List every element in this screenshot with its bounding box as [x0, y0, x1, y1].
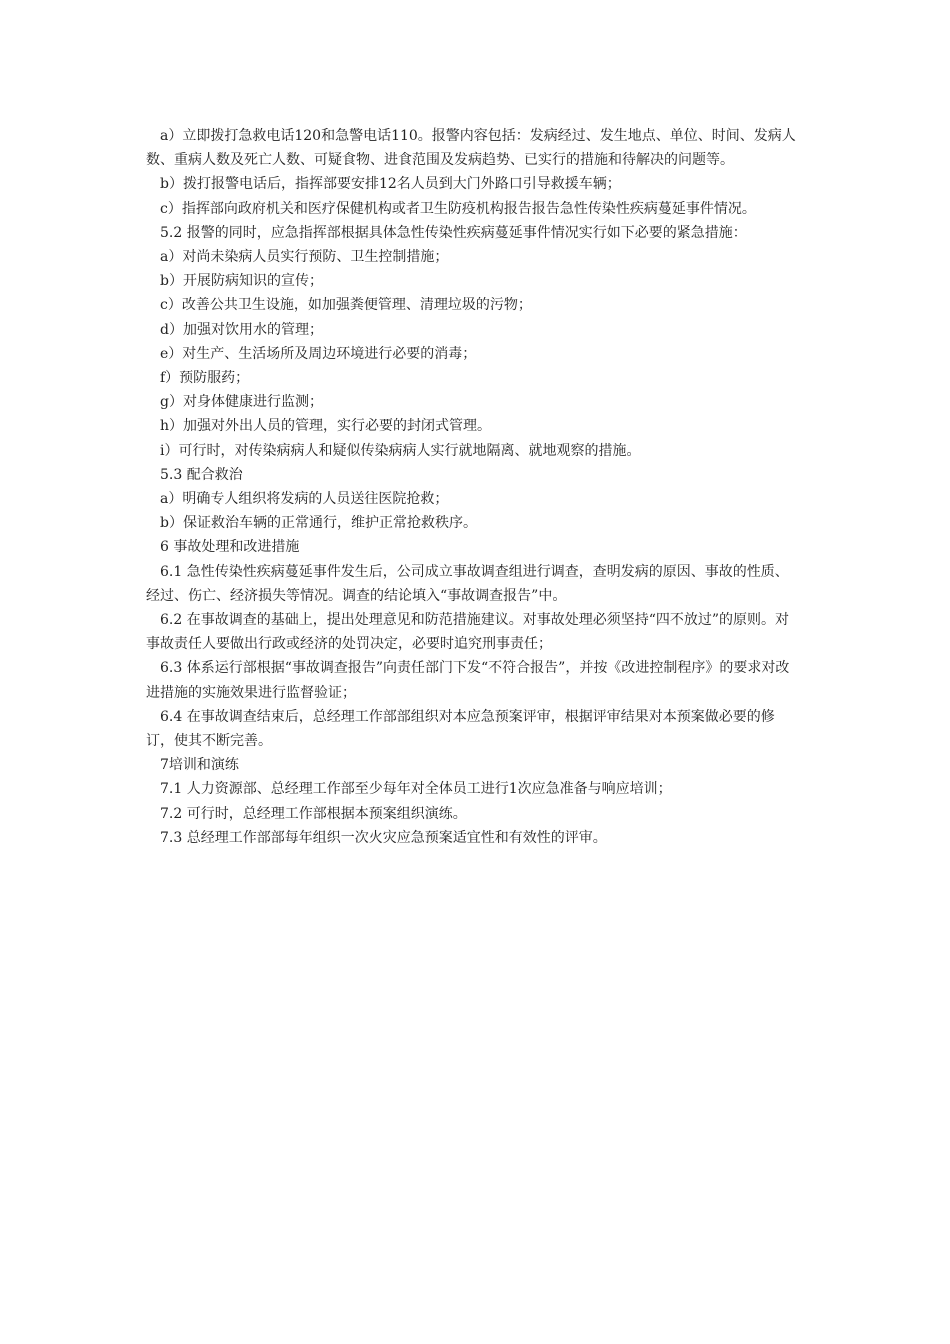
paragraph-5-3-b: b）保证救治车辆的正常通行，维护正常抢救秩序。 — [160, 515, 477, 532]
paragraph-5-1-a: a）立即拨打急救电话120和急警电话110。报警内容包括：发病经过、发生地点、单位、时间、发病人数、重病人数及死亡人数、可疑食物、进食范围及发病趋势、已实行的措施和待解决的问题等。 — [146, 128, 796, 169]
section-heading-6: 6 事故处理和改进措施 — [160, 539, 300, 556]
paragraph-5-1-c: c）指挥部向政府机关和医疗保健机构或者卫生防疫机构报告报告急性传染性疾病蔓延事件情况。 — [160, 200, 756, 217]
paragraph-5-2: 5.2 报警的同时，应急指挥部根据具体急性传染性疾病蔓延事件情况实行如下必要的紧急措施： — [160, 224, 747, 241]
section-heading-5-3: 5.3 配合救治 — [160, 466, 243, 483]
paragraph-6-1: 6.1 急性传染性疾病蔓延事件发生后，公司成立事故调查组进行调查，查明发病的原因、事故的性质、经过、伤亡、经济损失等情况。调查的结论填入“事故调查报告”中。 — [146, 563, 789, 604]
section-heading-7: 7培训和演练 — [160, 757, 239, 774]
paragraph-7-3: 7.3 总经理工作部部每年组织一次火灾应急预案适宜性和有效性的评审。 — [160, 829, 607, 846]
paragraph-6-3: 6.3 体系运行部根据“事故调查报告”向责任部门下发“不符合报告”，并按《改进控制程序》的要求对改进措施的实施效果进行监督验证； — [146, 660, 790, 701]
paragraph-6-4: 6.4 在事故调查结束后，总经理工作部部组织对本应急预案评审，根据评审结果对本预案做必要的修订，使其不断完善。 — [146, 708, 775, 750]
paragraph-6-2: 6.2 在事故调查的基础上，提出处理意见和防范措施建议。对事故处理必须坚持“四不放过”的原则。对事故责任人要做出行政或经济的处罚决定，必要时追究刑事责任； — [146, 612, 790, 653]
paragraph-5-2-a: a）对尚未染病人员实行预防、卫生控制措施； — [160, 249, 449, 266]
paragraph-5-2-i: i）可行时，对传染病病人和疑似传染病病人实行就地隔离、就地观察的措施。 — [160, 442, 641, 459]
paragraph-5-2-c: c）改善公共卫生设施，如加强粪便管理、清理垃圾的污物； — [160, 297, 532, 314]
paragraph-7-1: 7.1 人力资源部、总经理工作部至少每年对全体员工进行1次应急准备与响应培训； — [160, 781, 672, 798]
document-body — [146, 124, 802, 850]
paragraph-7-2: 7.2 可行时，总经理工作部根据本预案组织演练。 — [160, 805, 467, 822]
paragraph-5-2-h: h）加强对外出人员的管理，实行必要的封闭式管理。 — [160, 418, 492, 435]
paragraph-5-2-d: d）加强对饮用水的管理； — [160, 321, 323, 338]
paragraph-5-1-b: b）拨打报警电话后，指挥部要安排12名人员到大门外路口引导救援车辆； — [160, 176, 621, 193]
paragraph-5-2-e: e）对生产、生活场所及周边环境进行必要的消毒； — [160, 345, 477, 362]
paragraph-5-2-f: f）预防服药； — [160, 370, 250, 387]
paragraph-5-3-a: a）明确专人组织将发病的人员送往医院抢救； — [160, 491, 449, 508]
paragraph-5-2-b: b）开展防病知识的宣传； — [160, 273, 323, 290]
paragraph-5-2-g: g）对身体健康进行监测； — [160, 394, 323, 411]
